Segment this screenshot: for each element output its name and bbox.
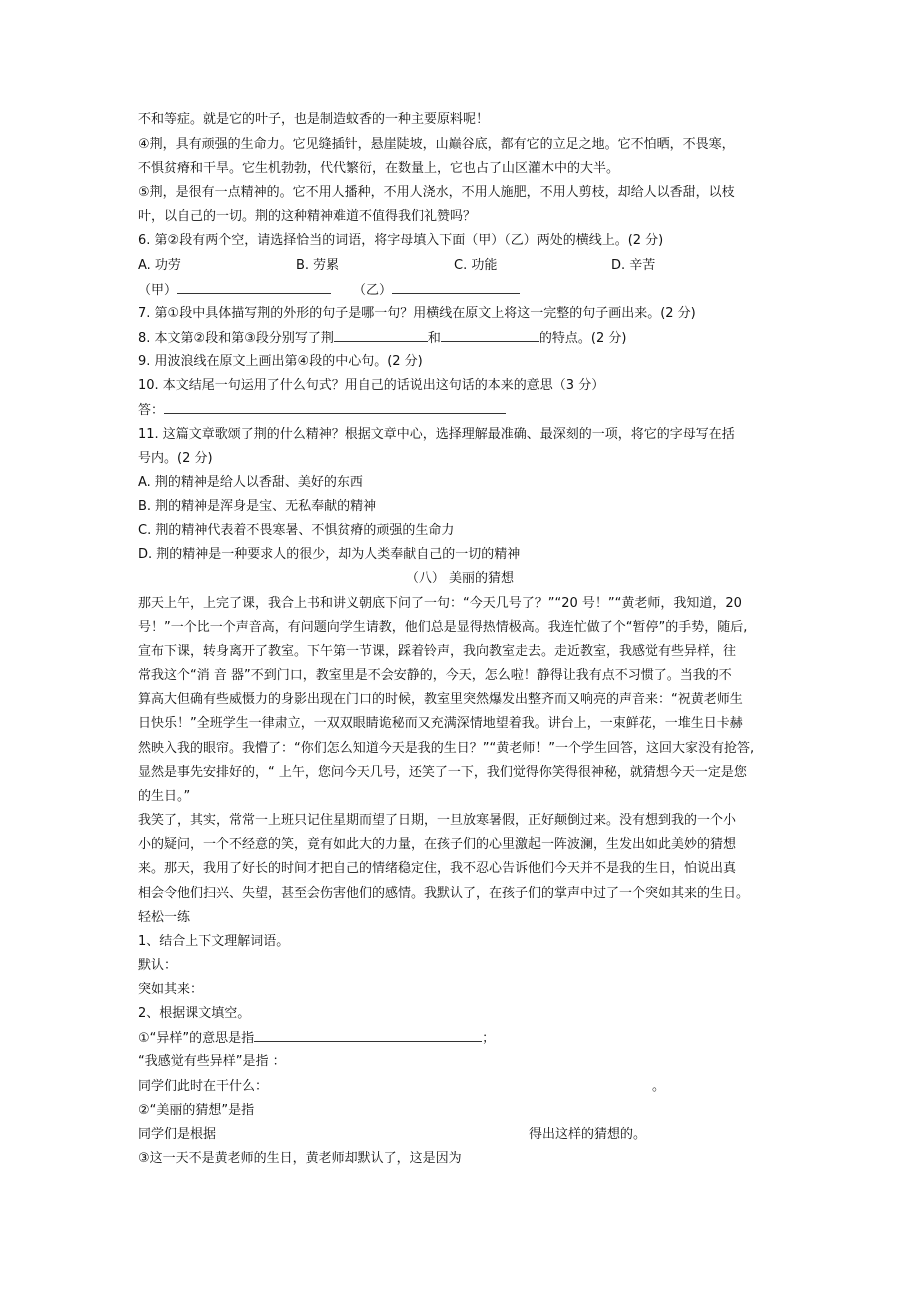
passage8-line: 来。那天，我用了好长的时间才把自己的情绪稳定住，我不忍心告诉他们今天并不是我的生日，怕说出真	[138, 861, 737, 876]
practice-word-2: 突如其来：	[138, 982, 204, 997]
passage8-line: 日快乐！”全班学生一律肃立，一双双眼睛诡秘而又充满深情地望着我。讲台上，一束鲜花，一堆生日卡赫	[138, 716, 743, 731]
practice-s2-line2-end: 得出这样的猜想的。	[529, 1127, 647, 1142]
q6-option-b: B. 劳累	[296, 258, 340, 273]
q10-answer-label: 答：	[138, 403, 165, 418]
question-11-line2: 号内。(2 分)	[138, 451, 213, 466]
practice-s3: ③这一天不是黄老师的生日，黄老师却默认了，这是因为	[138, 1151, 462, 1166]
passage7-paragraph5-line1: ⑤荆，是很有一点精神的。它不用人播种，不用人浇水，不用人施肥，不用人剪枝，却给人以香甜，以枝	[138, 185, 735, 200]
passage8-line: 显然是事先安排好的，“ 上午，您问今天几号，还笑了一下，我们觉得你笑得很神秘，就猜想今天一定是您	[138, 765, 747, 780]
question-11-line1: 11. 这篇文章歌颂了荆的什么精神？根据文章中心，选择理解最准确、最深刻的一项，将它的字母写在括	[138, 427, 735, 442]
question-10: 10. 本文结尾一句运用了什么句式？用自己的话说出这句话的本来的意思（3 分）	[138, 378, 605, 393]
practice-word-1: 默认：	[138, 958, 178, 973]
practice-q1: 1、结合上下文理解词语。	[138, 934, 290, 949]
s1-blank[interactable]	[254, 1029, 482, 1042]
q8-blank-2[interactable]	[441, 329, 539, 342]
q6-answer-line	[138, 281, 798, 300]
passage8-line: 相会令他们扫兴、失望，甚至会伤害他们的感情。我默认了，在孩子们的掌声中过了一个突如其来的生日。	[138, 886, 750, 901]
s1-text-a: ①“异样”的意思是指	[138, 1031, 255, 1046]
passage8-line: 然映入我的眼帘。我懵了：“你们怎么知道今天是我的生日？”“黄老师！”一个学生回答，这回大家没有抢答,	[138, 741, 755, 756]
q6-yi-blank[interactable]	[392, 281, 520, 294]
question-8	[138, 329, 798, 348]
passage8-title: （八） 美丽的猜想	[405, 571, 515, 586]
q10-answer-blank[interactable]	[164, 401, 506, 414]
q8-text-a: 8. 本文第②段和第③段分别写了荆	[138, 331, 334, 346]
q10-answer-line	[138, 401, 798, 420]
practice-s1-line1	[138, 1029, 798, 1048]
practice-s1-line2: “我感觉有些异样”是指 ：	[138, 1054, 286, 1069]
passage8-line: 我笑了，其实，常常一上班只记住星期而望了日期，一旦放寒暑假，正好颠倒过来。没有想到我的一个小	[138, 813, 737, 828]
passage7-paragraph5-line2: 叶，以自己的一切。荆的这种精神难道不值得我们礼赞吗？	[138, 209, 477, 224]
practice-s1-line3: 同学们此时在干什么：	[138, 1079, 269, 1094]
q11-option-c: C. 荆的精神代表着不畏寒暑、不惧贫瘠的顽强的生命力	[138, 523, 455, 538]
practice-q2: 2、根据课文填空。	[138, 1006, 251, 1021]
q8-text-b: 和	[427, 331, 441, 346]
passage8-line: 小的疑问，一个不经意的笑，竟有如此大的力量，在孩子们的心里激起一阵波澜，生发出如此美妙的猜想	[138, 837, 737, 852]
question-6: 6. 第②段有两个空，请选择恰当的词语，将字母填入下面（甲）（乙）两处的横线上。(2 分)	[138, 233, 664, 248]
q11-option-d: D. 荆的精神是一种要求人的很少，却为人类奉献自己的一切的精神	[138, 547, 521, 562]
practice-heading: 轻松一练	[138, 910, 191, 925]
q11-option-a: A. 荆的精神是给人以香甜、美好的东西	[138, 475, 363, 490]
passage7-line: 不和等症。就是它的叶子，也是制造蚊香的一种主要原料呢！	[138, 112, 490, 127]
passage8-line: 宣布下课，转身离开了教室。下午第一节课，踩着铃声，我向教室走去。走近教室，我感觉有些异样，往	[138, 644, 737, 659]
q6-option-c: C. 功能	[454, 258, 498, 273]
q6-jia-label: （甲）	[138, 283, 178, 298]
passage8-line: 常我这个“消 音 器”不到门口，教室里是不会安静的，今天，怎么啦！静得让我有点不习惯了。当我的不	[138, 668, 732, 683]
passage7-paragraph4-line2: 不惧贫瘠和干旱。它生机勃勃，代代繁衍，在数量上，它也占了山区灌木中的大半。	[138, 161, 620, 176]
passage8-line: 算高大但确有些威慑力的身影出现在门口的时候，教室里突然爆发出整齐而又响亮的声音来：“祝黄老师生	[138, 692, 743, 707]
question-7: 7. 第①段中具体描写荆的外形的句子是哪一句？用横线在原文上将这一完整的句子画出来。(2 分)	[138, 306, 696, 321]
q8-text-c: 的特点。(2 分)	[538, 331, 627, 346]
practice-s2-line1: ②“美丽的猜想”是指	[138, 1103, 255, 1118]
q6-option-a: A. 功劳	[138, 258, 181, 273]
q6-option-d: D. 辛苦	[611, 258, 656, 273]
q11-option-b: B. 荆的精神是浑身是宝、无私奉献的精神	[138, 499, 377, 514]
passage8-line: 那天上午，上完了课，我合上书和讲义朝底下问了一句：“今天几号了？”“20 号！”“黄老师，我知道，20	[138, 596, 742, 611]
practice-s1-line3-end: 。	[652, 1079, 666, 1094]
q8-blank-1[interactable]	[334, 329, 428, 342]
passage7-paragraph4-line1: ④荆，具有顽强的生命力。它见缝插针，悬崖陡坡，山巅谷底，都有它的立足之地。它不怕晒，不畏寒，	[138, 137, 735, 152]
passage8-line: 号！”一个比一个声音高，有问题向学生请教，他们总是显得热情极高。我连忙做了个“暂停”的手势，随后,	[138, 620, 748, 635]
practice-s2-line2: 同学们是根据	[138, 1127, 217, 1142]
q6-jia-blank[interactable]	[177, 281, 331, 294]
passage8-line: 的生日。”	[138, 789, 191, 804]
s1-text-b: ；	[482, 1031, 496, 1046]
q6-yi-label: （乙）	[353, 283, 393, 298]
question-9: 9. 用波浪线在原文上画出第④段的中心句。(2 分)	[138, 354, 423, 369]
